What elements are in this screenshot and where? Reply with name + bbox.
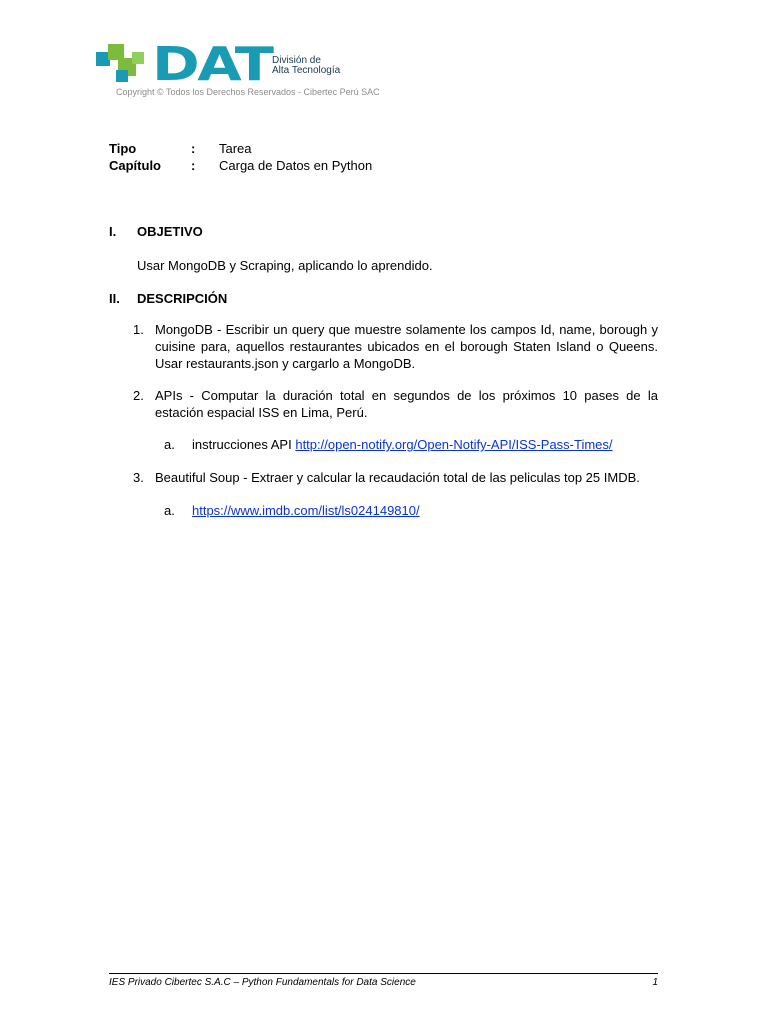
objetivo-text: Usar MongoDB y Scraping, aplicando lo aprendido. bbox=[137, 258, 433, 273]
section-title: DESCRIPCIÓN bbox=[137, 291, 228, 306]
section-descripcion-heading bbox=[109, 290, 227, 307]
section-title: OBJETIVO bbox=[137, 224, 203, 239]
meta-capitulo-value: Carga de Datos en Python bbox=[219, 158, 373, 173]
logo-subtitle-line-1: División de bbox=[272, 55, 321, 66]
logo-subtitle-line-2: Alta Tecnología bbox=[272, 65, 341, 76]
list-item-1 bbox=[133, 321, 658, 372]
list-item-number: 2. bbox=[133, 388, 144, 403]
logo-wordmark: DAT bbox=[152, 37, 272, 91]
section-number: I. bbox=[109, 224, 117, 239]
list-item-text: APIs - Computar la duración total en segundos de los próximos 10 pases de la estación espacial ISS en Lima, Perú. bbox=[155, 388, 658, 420]
dat-logo-mark-icon bbox=[94, 42, 150, 86]
list-item-number: 1. bbox=[133, 322, 144, 337]
sub-item-imdb bbox=[164, 502, 420, 519]
list-item-number: 3. bbox=[133, 470, 144, 485]
section-objetivo-heading bbox=[109, 223, 203, 240]
footer-text: IES Privado Cibertec S.A.C – Python Fundamentals for Data Science bbox=[109, 977, 416, 988]
sub-item-api bbox=[164, 436, 613, 453]
meta-tipo-label: Tipo bbox=[109, 141, 137, 156]
list-item-text: MongoDB - Escribir un query que muestre solamente los campos Id, name, borough y cuisine para, aquellos restaurantes ubicados en el borough Staten Island o Queens. Usar restaurants.json y cargarlo a MongoDB. bbox=[155, 322, 658, 371]
list-item-2 bbox=[133, 387, 658, 421]
sub-item-letter: a. bbox=[164, 437, 175, 452]
copyright-notice: Copyright © Todos los Derechos Reservados - Cibertec Perú SAC bbox=[116, 87, 380, 97]
footer-divider bbox=[109, 973, 658, 974]
open-notify-link[interactable]: http://open-notify.org/Open-Notify-API/ISS-Pass-Times/ bbox=[295, 437, 613, 452]
meta-capitulo-label: Capítulo bbox=[109, 158, 161, 173]
imdb-link[interactable]: https://www.imdb.com/list/ls024149810/ bbox=[192, 503, 420, 518]
section-number: II. bbox=[109, 291, 120, 306]
meta-colon: : bbox=[191, 141, 196, 156]
sub-item-label: instrucciones API bbox=[192, 437, 292, 452]
logo-subtitle bbox=[272, 56, 340, 76]
page-number: 1 bbox=[652, 977, 658, 988]
sub-item-letter: a. bbox=[164, 503, 175, 518]
meta-colon: : bbox=[191, 158, 196, 173]
list-item-3 bbox=[133, 469, 658, 486]
meta-tipo-value: Tarea bbox=[219, 141, 252, 156]
list-item-text: Beautiful Soup - Extraer y calcular la recaudación total de las peliculas top 25 IMDB. bbox=[155, 470, 640, 485]
